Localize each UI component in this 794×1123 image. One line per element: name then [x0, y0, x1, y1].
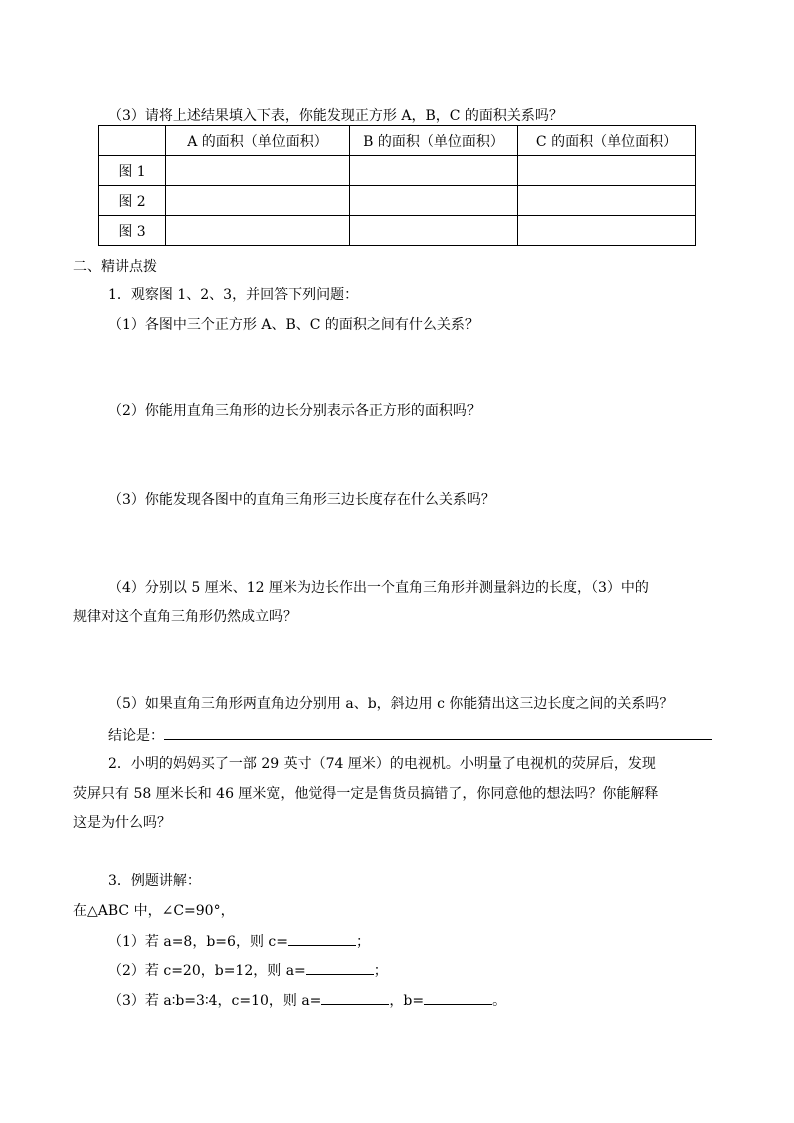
table-cell — [350, 156, 518, 186]
table-row — [99, 216, 696, 246]
section-title: 二、精讲点拨 — [73, 259, 157, 275]
question-1: （1）各图中三个正方形 A、B、C 的面积之间有什么关系？ — [108, 317, 479, 333]
table-cell — [518, 156, 696, 186]
example-2-prefix: （2）若 c=20，b=12，则 a= — [108, 963, 306, 979]
example-2-blank[interactable] — [306, 960, 374, 975]
conclusion-blank[interactable] — [164, 725, 712, 740]
table-cell — [518, 216, 696, 246]
example-1-prefix: （1）若 a=8，b=6，则 c= — [108, 934, 288, 950]
table-cell — [350, 216, 518, 246]
example-intro: 在△ABC 中，∠C=90°， — [73, 903, 235, 919]
table-cell — [350, 186, 518, 216]
table-cell — [518, 186, 696, 216]
conclusion-label: 结论是： — [108, 728, 164, 744]
example-3 — [108, 990, 506, 1010]
example-3-blank-b[interactable] — [424, 990, 492, 1005]
conclusion-line — [108, 725, 712, 745]
intro-question-3: （3）请将上述结果填入下表，你能发现正方形 A，B，C 的面积关系吗？ — [108, 108, 563, 124]
example-2-suffix: ； — [373, 963, 388, 979]
example-1-suffix: ； — [355, 934, 370, 950]
table-header-cell — [99, 126, 166, 156]
table-row — [99, 156, 696, 186]
table-header-cell: B 的面积（单位面积） — [350, 126, 518, 156]
item-2-line-3: 这是为什么吗？ — [73, 815, 171, 831]
table-cell — [166, 186, 350, 216]
item-3: 3．例题讲解： — [108, 873, 201, 889]
question-5: （5）如果直角三角形两直角边分别用 a、b，斜边用 c 你能猜出这三边长度之间的关系吗？ — [108, 696, 674, 712]
table-row-label: 图 2 — [99, 186, 166, 216]
item-1: 1．观察图 1、2、3，并回答下列问题： — [108, 287, 359, 303]
table-cell — [166, 156, 350, 186]
table-row-label: 图 1 — [99, 156, 166, 186]
question-4-line-2: 规律对这个直角三角形仍然成立吗？ — [73, 609, 297, 625]
example-3-suffix: 。 — [492, 993, 507, 1009]
table-row — [99, 186, 696, 216]
table-header-row — [99, 126, 696, 156]
example-3-mid: ，b= — [389, 993, 425, 1009]
example-3-blank-a[interactable] — [321, 990, 389, 1005]
example-3-prefix: （3）若 a∶b=3∶4，c=10，则 a= — [108, 993, 322, 1009]
question-4-line-1: （4）分别以 5 厘米、12 厘米为边长作出一个直角三角形并测量斜边的长度，（3）中的 — [108, 580, 649, 596]
table-cell — [166, 216, 350, 246]
example-1-blank[interactable] — [288, 931, 356, 946]
table-header-cell: A 的面积（单位面积） — [166, 126, 350, 156]
example-2 — [108, 960, 388, 980]
table-row-label: 图 3 — [99, 216, 166, 246]
example-1 — [108, 931, 370, 951]
item-2-line-1: 2．小明的妈妈买了一部 29 英寸（74 厘米）的电视机。小明量了电视机的荧屏后，发现 — [108, 756, 656, 772]
table-header-cell: C 的面积（单位面积） — [518, 126, 696, 156]
item-2-line-2: 荧屏只有 58 厘米长和 46 厘米宽，他觉得一定是售货员搞错了，你同意他的想法吗？你能解释 — [73, 786, 659, 802]
question-3: （3）你能发现各图中的直角三角形三边长度存在什么关系吗？ — [108, 492, 495, 508]
question-2: （2）你能用直角三角形的边长分别表示各正方形的面积吗？ — [108, 403, 481, 419]
area-table — [98, 125, 696, 246]
